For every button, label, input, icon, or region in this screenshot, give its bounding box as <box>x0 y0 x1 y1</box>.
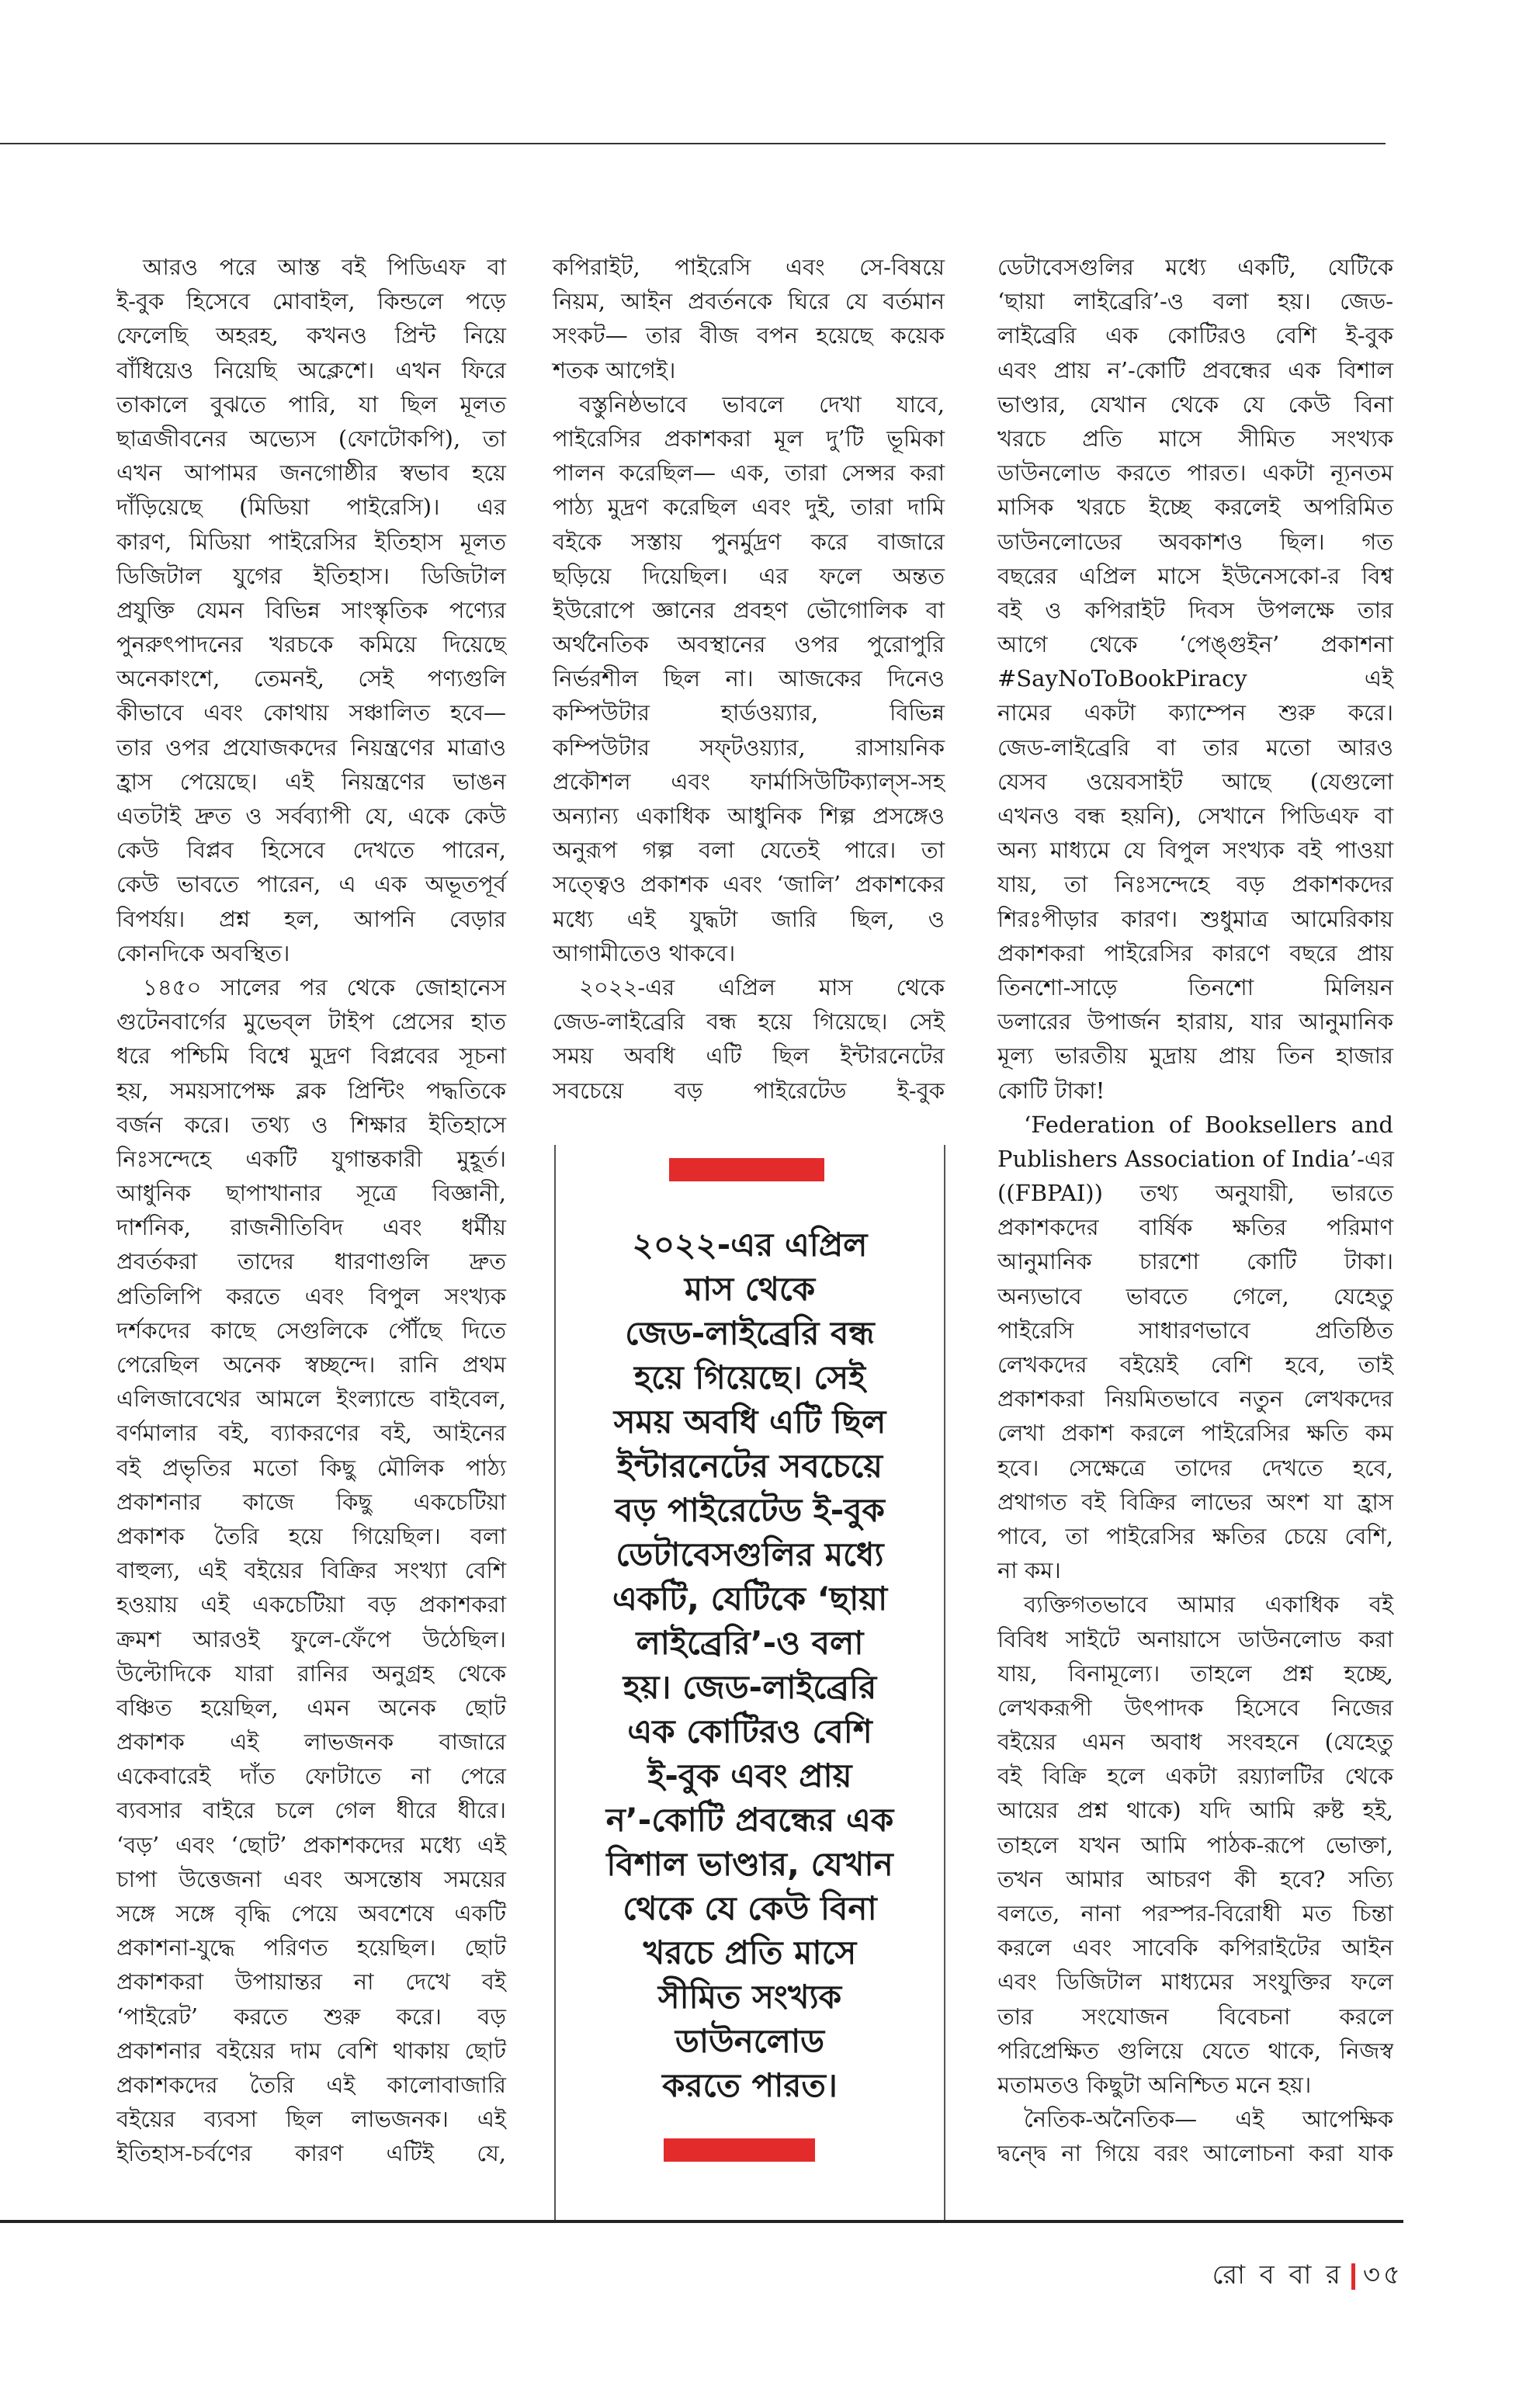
pull-quote-line: হয়। জেড-লাইব্রেরি <box>623 1668 877 1706</box>
paragraph <box>116 250 506 970</box>
text-line: আয়ের প্রশ্ন থাকে) যদি আমি রুষ্ট হই, <box>997 1797 1393 1824</box>
pull-quote-line: ই-বুক এবং প্রায় <box>647 1757 852 1795</box>
bottom-rule <box>0 2220 1403 2223</box>
text-line: নিঃসন্দেহে একটি যুগান্তকারী মুহূর্ত। <box>116 1145 506 1172</box>
text-line: ছড়িয়ে দিয়েছিল। এর ফলে অন্তত <box>553 562 945 589</box>
pull-quote-line: ডেটাবেসগুলির মধ্যে <box>616 1535 884 1573</box>
page-footer <box>1212 2255 1403 2299</box>
text-line: লেখা প্রকাশ করলে পাইরেসির ক্ষতি কম <box>997 1420 1393 1447</box>
paragraph <box>553 250 945 387</box>
pull-quote-line: সীমিত সংখ্যক <box>657 1978 842 2016</box>
text-line: তাহলে যখন আমি পাঠক-রূপে ভোক্তা, <box>997 1831 1393 1858</box>
text-line: করলে এবং সাবেকি কপিরাইটের আইন <box>997 1934 1393 1961</box>
text-line: প্রথাগত বই বিক্রির লাভের অংশ যা হ্রাস <box>997 1488 1393 1515</box>
text-line: বই বিক্রি হলে একটা রয়্যালটির থেকে <box>997 1763 1393 1790</box>
text-line: পেরেছিল অনেক স্বচ্ছন্দে। রানি প্রথম <box>116 1351 506 1378</box>
text-line: পাইরেসি সাধারণভাবে প্রতিষ্ঠিত <box>997 1316 1393 1344</box>
text-line: ডাউনলোডের অবকাশও ছিল। গত <box>997 528 1393 555</box>
text-line: কেউ ভাবতে পারেন, এ এক অভূতপূর্ব <box>116 871 506 898</box>
pull-quote-line: ন’-কোটি প্রবন্ধের এক <box>605 1801 894 1839</box>
paragraph <box>997 250 1393 1108</box>
text-line: সবচেয়ে বড় পাইরেটেড ই-বুক <box>553 1077 945 1104</box>
pull-quote-line: এক কোটিরও বেশি <box>627 1712 872 1750</box>
pull-quote-line: জেড-লাইব্রেরি বন্ধ <box>625 1314 875 1352</box>
text-line: শিরঃপীড়ার কারণ। শুধুমাত্র আমেরিকায় <box>997 905 1393 932</box>
text-line: জেড-লাইব্রেরি বন্ধ হয়ে গিয়েছে। সেই <box>553 1008 945 1035</box>
text-line: বাহুল্য, এই বইয়ের বিক্রির সংখ্যা বেশি <box>116 1557 506 1584</box>
text-line: কোটি টাকা! <box>997 1077 1105 1104</box>
text-line: আগে থেকে ‘পেঙ্গুইন’ প্রকাশনা <box>997 631 1393 658</box>
text-line: খরচে প্রতি মাসে সীমিত সংখ্যক <box>997 425 1393 452</box>
text-line: বইয়ের এমন অবাধ সংবহনে (যেহেতু <box>997 1729 1393 1756</box>
text-line: ভাণ্ডার, যেখান থেকে যে কেউ বিনা <box>997 390 1393 418</box>
text-line: বস্তুনিষ্ঠভাবে ভাবলে দেখা যাবে, <box>579 390 945 418</box>
footer-separator <box>1351 2263 1355 2290</box>
text-line: ফেলেছি অহরহ, কখনও প্রিন্ট নিয়ে <box>116 322 506 349</box>
page-number: ৩৫ <box>1362 2259 1403 2291</box>
text-line: সংকট— তার বীজ বপন হয়েছে কয়েক <box>553 322 945 349</box>
text-line: ডলারের উপার্জন হারায়, যার আনুমানিক <box>997 1008 1393 1035</box>
top-rule <box>0 143 1386 144</box>
text-line: এবং প্রায় ন’-কোটি প্রবন্ধের এক বিশাল <box>997 356 1393 383</box>
text-line: যায়, বিনামূল্যে। তাহলে প্রশ্ন হচ্ছে, <box>997 1659 1393 1687</box>
paragraph <box>553 970 945 1108</box>
pull-quote-line: ২০২২-এর এপ্রিল <box>632 1226 868 1264</box>
text-line: লেখকরূপী উৎপাদক হিসেবে নিজের <box>997 1694 1393 1721</box>
text-line: যেসব ওয়েবসাইট আছে (যেগুলো <box>997 768 1393 795</box>
text-line: সঙ্গে সঙ্গে বৃদ্ধি পেয়ে অবশেষে একটি <box>116 1900 506 1927</box>
text-line: ‘ছায়া লাইব্রেরি’-ও বলা হয়। জেড- <box>997 288 1393 315</box>
text-line: আধুনিক ছাপাখানার সূত্রে বিজ্ঞানী, <box>116 1180 506 1207</box>
text-line: শতক আগেই। <box>553 356 676 383</box>
text-line: অন্যান্য একাধিক আধুনিক শিল্প প্রসঙ্গেও <box>553 803 945 829</box>
text-line: ব্যবসার বাইরে চলে গেল ধীরে ধীরে। <box>116 1797 506 1824</box>
text-line: ‘পাইরেট’ করতে শুরু করে। বড় <box>116 2003 506 2030</box>
pull-quote-line: বিশাল ভাণ্ডার, যেখান <box>606 1845 893 1883</box>
pull-quote <box>557 1145 943 2220</box>
article-column-1 <box>116 250 506 2171</box>
text-line: কম্পিউটার সফ্‌টওয়্যার, রাসায়নিক <box>553 734 945 761</box>
pull-quote-line: থেকে যে কেউ বিনা <box>623 1889 877 1927</box>
pull-quote-line: হয়ে গিয়েছে। সেই <box>633 1358 866 1396</box>
pull-quote-line: ডাউনলোড <box>675 2022 825 2060</box>
text-line: বিপর্যয়। প্রশ্ন হল, আপনি বেড়ার <box>116 905 506 932</box>
text-line: ধরে পশ্চিমি বিশ্বে মুদ্রণ বিপ্লবের সূচনা <box>116 1042 506 1070</box>
text-line: ডেটাবেসগুলির মধ্যে একটি, যেটিকে <box>997 254 1393 280</box>
text-line: তখন আমার আচরণ কী হবে? সত্যি <box>997 1865 1393 1892</box>
text-line: প্রকাশনা-যুদ্ধে পরিণত হয়েছিল। ছোট <box>116 1934 506 1961</box>
text-line: প্রযুক্তি যেমন বিভিন্ন সাংস্কৃতিক পণ্যের <box>116 596 506 623</box>
text-line: বিবিধ সাইটে অনায়াসে ডাউনলোড করা <box>997 1625 1393 1653</box>
text-line: ১৪৫০ সালের পর থেকে জোহানেস <box>143 973 506 1001</box>
text-line: ছাত্রজীবনের অভ্যেস (ফোটোকপি), তা <box>116 425 506 452</box>
text-line: এবং ডিজিটাল মাধ্যমের সংযুক্তির ফলে <box>997 1968 1393 1996</box>
text-line: অনেকাংশে, তেমনই, সেই পণ্যগুলি <box>116 665 506 692</box>
text-line: বর্জন করে। তথ্য ও শিক্ষার ইতিহাসে <box>116 1111 506 1138</box>
text-line: তার ওপর প্রযোজকদের নিয়ন্ত্রণের মাত্রাও <box>116 734 506 761</box>
text-line: ((FBPAI)) তথ্য অনুযায়ী, ভারতে <box>997 1180 1393 1207</box>
text-line: কারণ, মিডিয়া পাইরেসির ইতিহাস মূলত <box>116 528 506 555</box>
text-line: কোনদিকে অবস্থিত। <box>116 939 290 966</box>
magazine-name: রো ব বা র <box>1212 2259 1344 2291</box>
text-line: মাসিক খরচে ইচ্ছে করলেই অপরিমিত <box>997 494 1393 521</box>
text-line: কেউ বিপ্লব হিসেবে দেখতে পারেন, <box>116 837 506 864</box>
text-line: সত্ত্বেও প্রকাশক এবং ‘জালি’ প্রকাশকের <box>553 871 945 898</box>
text-line: মধ্যে এই যুদ্ধটা জারি ছিল, ও <box>553 905 945 932</box>
text-line: পাঠ্য মুদ্রণ করেছিল এবং দুই, তারা দামি <box>553 494 945 521</box>
text-line: কীভাবে এবং কোথায় সঞ্চালিত হবে— <box>116 699 506 727</box>
pull-quote-line: বড় পাইরেটেড ই-বুক <box>615 1491 885 1529</box>
text-line: আগামীতেও থাকবে। <box>553 939 736 966</box>
text-line: হওয়ায় এই একচেটিয়া বড় প্রকাশকরা <box>116 1591 506 1618</box>
text-line: তাকালে বুঝতে পারি, যা ছিল মূলত <box>116 390 506 418</box>
text-line: সময় অবধি এটি ছিল ইন্টারনেটের <box>553 1042 945 1070</box>
text-line: উল্টোদিকে যারা রানির অনুগ্রহ থেকে <box>116 1659 506 1687</box>
text-line: বলতে, নানা পরস্পর-বিরোধী মত চিন্তা <box>997 1900 1393 1927</box>
article-column-3 <box>997 250 1393 2171</box>
text-line: দার্শনিক, রাজনীতিবিদ এবং ধর্মীয় <box>116 1214 506 1241</box>
text-line: #SayNoToBookPiracy এই <box>997 665 1393 692</box>
text-line: লেখকদের বইয়েই বেশি হবে, তাই <box>997 1351 1393 1378</box>
text-line: বঞ্চিত হয়েছিল, এমন অনেক ছোট <box>116 1694 506 1721</box>
pull-quote-left-divider <box>554 1145 556 2220</box>
text-line: যায়, তা নিঃসন্দেহে বড় প্রকাশকদের <box>997 871 1393 898</box>
text-line: ইউরোপে জ্ঞানের প্রবহণ ভৌগোলিক বা <box>553 596 945 623</box>
text-line: হবে। সেক্ষেত্রে তাদের দেখতে হবে, <box>997 1454 1393 1481</box>
pull-quote-line: ইন্টারনেটের সবচেয়ে <box>617 1447 883 1485</box>
text-line: অর্থনৈতিক অবস্থানের ওপর পুরোপুরি <box>553 631 945 658</box>
text-line: মতামতও কিছুটা অনিশ্চিত মনে হয়। <box>997 2071 1312 2098</box>
text-line: নির্ভরশীল ছিল না। আজকের দিনেও <box>553 665 945 692</box>
text-line: আনুমানিক চারশো কোটি টাকা। <box>997 1248 1393 1275</box>
text-line: লাইব্রেরি এক কোটিরও বেশি ই-বুক <box>997 322 1393 349</box>
pull-quote-line: লাইব্রেরি’-ও বলা <box>636 1624 864 1662</box>
text-line: মূল্য ভারতীয় মুদ্রায় প্রায় তিন হাজার <box>997 1042 1393 1070</box>
pull-quote-right-divider <box>944 1145 945 2220</box>
text-line: পাবে, তা পাইরেসির ক্ষতির চেয়ে বেশি, <box>997 1522 1393 1549</box>
text-line: অন্য মাধ্যমে যে বিপুল সংখ্যক বই পাওয়া <box>997 837 1393 864</box>
pull-quote-line: সময় অবধি এটি ছিল <box>613 1403 886 1441</box>
pull-quote-bottom-accent-bar <box>664 2138 815 2162</box>
text-line: এলিজাবেথের আমলে ইংল্যান্ডে বাইবেল, <box>116 1386 506 1413</box>
text-line: প্রকাশনার বইয়ের দাম বেশি থাকায় ছোট <box>116 2037 506 2064</box>
text-line: পালন করেছিল— এক, তারা সেন্সর করা <box>553 460 945 487</box>
paragraph <box>116 970 506 2171</box>
text-line: প্রতিলিপি করতে এবং বিপুল সংখ্যক <box>116 1282 506 1309</box>
text-line: ইতিহাস-চর্বণের কারণ এটিই যে, <box>116 2140 506 2167</box>
text-line: নামের একটা ক্যাম্পেন শুরু করে। <box>997 699 1393 727</box>
pull-quote-line: করতে পারত। <box>662 2066 838 2104</box>
text-line: ‘বড়’ এবং ‘ছোট’ প্রকাশকদের মধ্যে এই <box>116 1831 506 1858</box>
text-line: ক্রমশ আরওই ফুলে-ফেঁপে উঠেছিল। <box>116 1625 506 1653</box>
text-line: এতটাই দ্রুত ও সর্বব্যাপী যে, একে কেউ <box>116 803 506 829</box>
text-line: হয়, সময়সাপেক্ষ ব্লক প্রিন্টিং পদ্ধতিকে <box>116 1077 506 1104</box>
text-line: পরিপ্রেক্ষিত গুলিয়ে যেতে থাকে, নিজস্ব <box>997 2037 1393 2064</box>
text-line: প্রকাশক এই লাভজনক বাজারে <box>116 1729 506 1756</box>
text-line: ‘Federation of Booksellers and <box>1024 1111 1393 1138</box>
text-line: কম্পিউটার হার্ডওয়্যার, বিভিন্ন <box>553 699 945 727</box>
text-line: Publishers Association of India’-এর <box>997 1145 1394 1172</box>
text-line: চাপা উত্তেজনা এবং অসন্তোষ সময়ের <box>116 1865 506 1892</box>
text-line: গুটেনবার্গের মুভেব্‌ল টাইপ প্রেসের হাত <box>116 1008 506 1035</box>
text-line: ই-বুক হিসেবে মোবাইল, কিন্ডলে পড়ে <box>116 288 506 315</box>
text-line: দাঁড়িয়েছে (মিডিয়া পাইরেসি)। এর <box>116 494 506 521</box>
pull-quote-text <box>557 1223 943 2107</box>
text-line: বইয়ের ব্যবসা ছিল লাভজনক। এই <box>116 2106 506 2133</box>
text-line: অনুরূপ গল্প বলা যেতেই পারে। তা <box>553 837 945 864</box>
paragraph <box>553 387 945 970</box>
text-line: না কম। <box>997 1557 1061 1584</box>
text-line: ২০২২-এর এপ্রিল মাস থেকে <box>579 973 945 1001</box>
text-line: ডিজিটাল যুগের ইতিহাস। ডিজিটাল <box>116 562 506 589</box>
text-line: প্রকাশক তৈরি হয়ে গিয়েছিল। বলা <box>116 1522 506 1549</box>
text-line: অন্যভাবে ভাবতে গেলে, যেহেতু <box>997 1282 1393 1309</box>
paragraph <box>997 2102 1393 2170</box>
pull-quote-line: মাস থেকে <box>684 1270 816 1308</box>
text-line: প্রকাশকদের তৈরি এই কালোবাজারি <box>116 2071 506 2098</box>
text-line: প্রকৌশল এবং ফার্মাসিউটিক্যাল্‌স-সহ <box>553 768 945 795</box>
text-line: বই ও কপিরাইট দিবস উপলক্ষে তার <box>997 596 1393 623</box>
article-column-2 <box>553 250 945 1108</box>
text-line: প্রকাশনার কাজে কিছু একচেটিয়া <box>116 1488 506 1515</box>
paragraph <box>997 1587 1393 2102</box>
text-line: জেড-লাইব্রেরি বা তার মতো আরও <box>997 734 1393 761</box>
text-line: নৈতিক-অনৈতিক— এই আপেক্ষিক <box>1024 2106 1393 2133</box>
text-line: বাঁধিয়েও নিয়েছি অক্লেশে। এখন ফিরে <box>116 356 506 383</box>
text-line: প্রকাশকরা পাইরেসির কারণে বছরে প্রায় <box>997 939 1393 966</box>
text-line: দর্শকদের কাছে সেগুলিকে পৌঁছে দিতে <box>116 1316 506 1344</box>
text-line: পুনরুৎপাদনের খরচকে কমিয়ে দিয়েছে <box>116 631 506 658</box>
text-line: প্রবর্তকরা তাদের ধারণাগুলি দ্রুত <box>116 1248 506 1275</box>
text-line: বই প্রভৃতির মতো কিছু মৌলিক পাঠ্য <box>116 1454 506 1481</box>
text-line: পাইরেসির প্রকাশকরা মূল দু’টি ভূমিকা <box>553 425 945 452</box>
text-line: এখন আপামর জনগোষ্ঠীর স্বভাব হয়ে <box>116 460 506 487</box>
pull-quote-line: খরচে প্রতি মাসে <box>643 1933 857 1972</box>
text-line: বর্ণমালার বই, ব্যাকরণের বই, আইনের <box>116 1420 506 1447</box>
text-line: আরও পরে আস্ত বই পিডিএফ বা <box>143 254 506 280</box>
text-line: ব্যক্তিগতভাবে আমার একাধিক বই <box>1024 1591 1393 1618</box>
text-line: তার সংযোজন বিবেচনা করলে <box>997 2003 1393 2030</box>
text-line: কপিরাইট, পাইরেসি এবং সে-বিষয়ে <box>553 254 945 280</box>
text-line: প্রকাশকদের বার্ষিক ক্ষতির পরিমাণ <box>997 1214 1393 1241</box>
paragraph <box>997 1108 1393 1588</box>
text-line: প্রকাশকরা উপায়ান্তর না দেখে বই <box>116 1968 506 1996</box>
pull-quote-top-accent-bar <box>669 1158 824 1181</box>
pull-quote-line: একটি, যেটিকে ‘ছায়া <box>612 1580 888 1618</box>
text-line: ডাউনলোড করতে পারত। একটা ন্যূনতম <box>997 460 1393 487</box>
text-line: হ্রাস পেয়েছে। এই নিয়ন্ত্রণের ভাঙন <box>116 768 506 795</box>
text-line: প্রকাশকরা নিয়মিতভাবে নতুন লেখকদের <box>997 1386 1393 1413</box>
text-line: এখনও বন্ধ হয়নি), সেখানে পিডিএফ বা <box>997 803 1393 829</box>
text-line: বছরের এপ্রিল মাসে ইউনেসকো-র বিশ্ব <box>997 562 1393 589</box>
text-line: বইকে সস্তায় পুনর্মুদ্রণ করে বাজারে <box>553 528 945 555</box>
text-line: তিনশো-সাড়ে তিনশো মিলিয়ন <box>997 973 1393 1001</box>
text-line: দ্বন্দ্বে না গিয়ে বরং আলোচনা করা যাক <box>997 2140 1393 2167</box>
text-line: একেবারেই দাঁত ফোটাতে না পেরে <box>116 1763 506 1790</box>
text-line: নিয়ম, আইন প্রবর্তনকে ঘিরে যে বর্তমান <box>553 288 945 315</box>
